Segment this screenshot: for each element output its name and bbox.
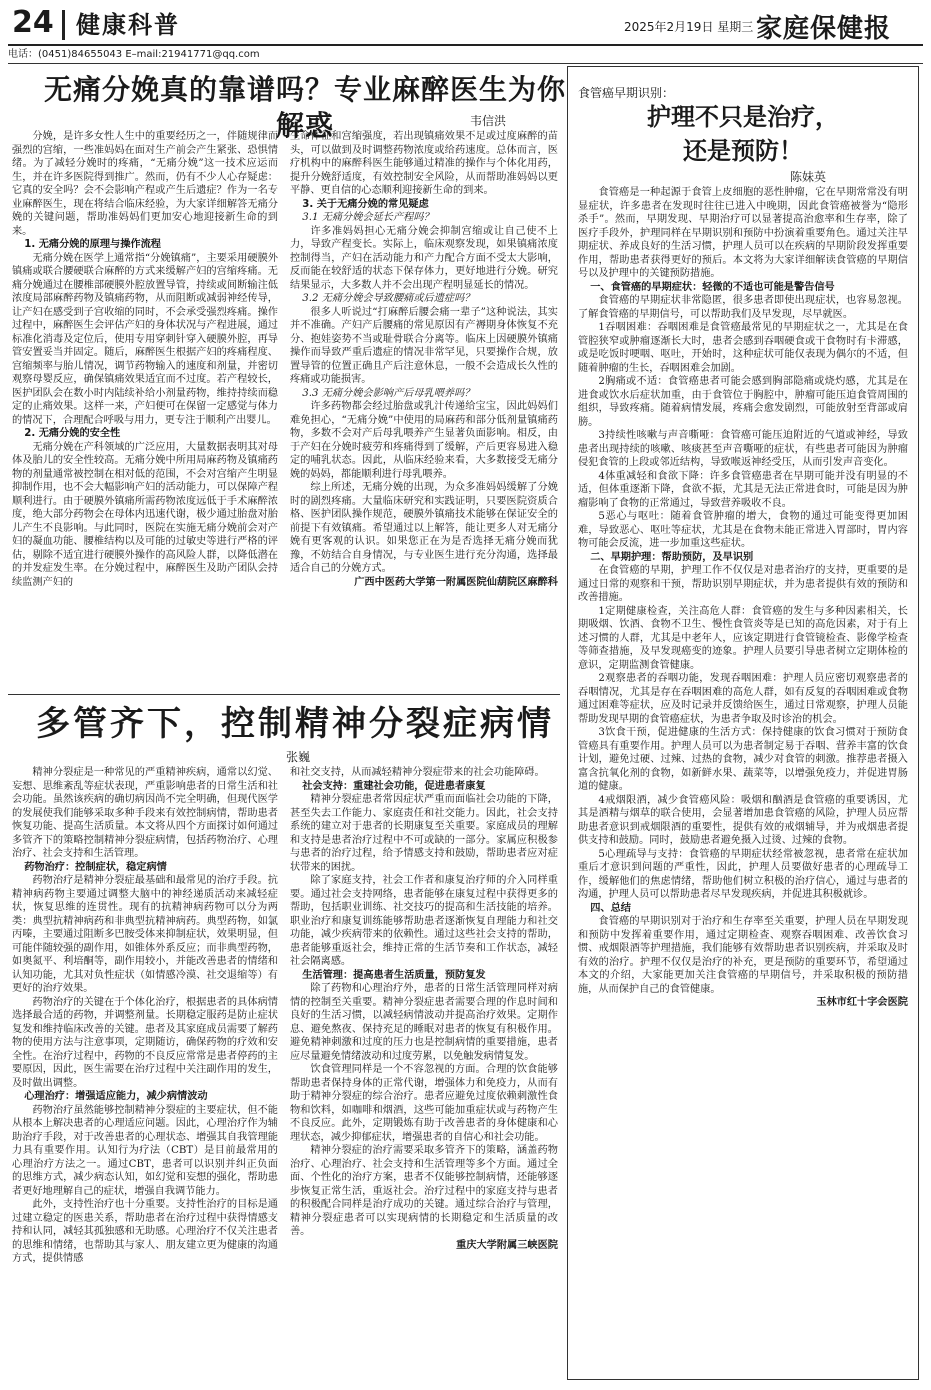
author-affiliation: 广西中医药大学第一附属医院仙葫院区麻醉科 <box>354 576 558 588</box>
paragraph: 精神分裂症的治疗需要采取多管齐下的策略，涵盖药物治疗、心理治疗、社会支持和生活管理等多个方面。通过全面、个性化的治疗方案，患者不仅能够控制病情，还能够逐步恢复正常生活，重返社会。治疗过程中的家庭支持与患者的积极配合同样是治疗成功的关键。通过综合治疗与管理，精神分裂症患者可以实现病情的长期稳定和生活质量的改善。 <box>290 1145 558 1237</box>
paragraph: 5恶心与呕吐：随着食管肿瘤的增大，食物的通过可能变得更加困难，导致恶心、呕吐等症状，尤其是在食物未能正常进入胃部时，胃内容物可能会反流，进一步加重这些症状。 <box>578 511 908 549</box>
paragraph: 5心理疏导与支持：食管癌的早期症状经常被忽视，患者常在症状加重后才意识到问题的严重性，因此，护理人员要做好患者的心理疏导工作，缓解他们的焦虑情绪，帮助他们树立积极的治疗信心，通过与患者的沟通，护理人员可以帮助患者尽早发现疾病，并促进其积极就诊。 <box>578 848 908 900</box>
paragraph: 2观察患者的吞咽功能，发现吞咽困难：护理人员应密切观察患者的吞咽情况，尤其是存在吞咽困难的高危人群，如有反复的吞咽困难或食物通过困难等症状，应及时记录并反馈给医生，通过日常观察，护理人员能帮助发现早期的食管癌症状，为患者争取及时诊治的机会。 <box>578 673 908 725</box>
masthead <box>0 0 931 46</box>
paragraph: 药物治疗是精神分裂症最基础和最常见的治疗手段。抗精神病药物主要通过调整大脑中的神经递质活动来减轻症状，恢复思维的连贯性。现有的抗精神病药物可以分为两类：典型抗精神病药和非典型抗精神病药。典型药物，如氯丙嗪，主要通过阻断多巴胺受体来抑制症状，效果明显，但可能伴随较强的副作用，如锥体外系反应；而非典型药物，如奥氮平、利培酮等，副作用较小，并能改善患者的情绪和认知功能，尤其对负性症状（如情感冷漠、社交退缩等）有更好的治疗效果。 <box>12 875 278 994</box>
subheading: 2. 无痛分娩的安全性 <box>24 428 121 439</box>
question-heading: 3.2 无痛分娩会导致腰痛或后遗症吗？ <box>302 293 475 304</box>
page-number: 24 <box>12 5 54 40</box>
author-affiliation: 玉林市红十字会医院 <box>816 997 908 1008</box>
paragraph: 精神分裂症是一种常见的严重精神疾病，通常以幻觉、妄想、思维紊乱等症状表现，严重影响患者的日常生活和社会功能。虽然该疾病的确切病因尚不完全明确，但现代医学的发展使我们能够采取多种手段来有效控制病情，帮助患者恢复功能、提高生活质量。本文将从四个方面探讨如何通过多管齐下的策略控制精神分裂症病情，包括药物治疗、心理治疗、社会支持和生活管理。 <box>12 767 278 859</box>
article2-author: 张巍 <box>286 750 311 764</box>
paragraph: 分娩，是许多女性人生中的重要经历之一，伴随规律而强烈的宫缩，一些准妈妈在面对生产前会产生紧张、恐惧情绪。为了减轻分娩时的疼痛，“无痛分娩”这一技术应运而生，并在许多医院得到推广。然而，仍有不少人心存疑虑：它真的安全吗？会不会影响产程或产生后遗症？作为一名专业麻醉医生，现在将结合临床经验，为大家详细解答无痛分娩的关键问题，帮助准妈妈们更加安心地迎接新生命的到来。 <box>12 131 278 237</box>
article1-author: 韦信洪 <box>470 114 507 128</box>
paragraph: 饮食管理同样是一个不容忽视的方面。合理的饮食能够帮助患者保持身体的正常代谢，增强体力和免疫力，从而有助于精神分裂症的综合治疗。患者应避免过度依赖刺激性食物和饮料，如咖啡和烟酒，这些可能加重症状或与药物产生不良反应。此外，定期锻炼有助于改善患者的身体健康和心理状态，减少抑郁症状，增强患者的自信心和社会功能。 <box>290 1064 558 1143</box>
paragraph-continued: 和社交支持，从而减轻精神分裂症带来的社会功能障碍。 <box>290 767 545 778</box>
paragraph: 食管癌的早期症状非常隐匿，很多患者即使出现症状，也容易忽视。了解食管癌的早期信号，可以帮助我们及早发现，尽早就医。 <box>578 295 908 320</box>
paragraph: 此外，支持性治疗也十分重要。支持性治疗的目标是通过建立稳定的医患关系，帮助患者在治疗过程中获得情感支持和认同，减轻其孤独感和无助感。心理治疗不仅关注患者的思维和情绪，也帮助其与家人、朋友建立更为健康的沟通方式，提供情感 <box>12 1199 278 1264</box>
paragraph-continued: 生命体征和宫缩强度，若出现镇痛效果不足或过度麻醉的苗头，可以做到及时调整药物浓度或给药速度。总体而言，医疗机构中的麻醉科医生能够通过精准的操作与个体化用药，提升分娩舒适度，有效控制安全风险，从而帮助准妈妈以更平静、更自信的心态顺利迎接新生命的到来。 <box>290 131 558 196</box>
paragraph: 许多药物都会经过胎盘或乳汁传递给宝宝，因此妈妈们难免担心，“无痛分娩”中使用的局麻药和部分低剂量镇痛药物，多数不会对产后母乳喂养产生显著负面影响。相反，由于产妇在分娩时疲劳和疼痛得到了缓解，产后更容易进入稳定的哺乳状态。因此，从临床经验来看，大多数接受无痛分娩的妈妈，都能顺利进行母乳喂养。 <box>290 401 558 480</box>
author-affiliation: 重庆大学附属三峡医院 <box>456 1239 558 1251</box>
article1-column-1 <box>12 130 278 690</box>
paragraph: 1吞咽困难：吞咽困难是食管癌最常见的早期症状之一，尤其是在食管腔狭窄或肿瘤逐渐长大时，患者会感到吞咽硬食或干食物时有卡滞感，或是吃饭时哽咽、呕吐，开始时，这种症状可能仅表现为偶尔的不适，但随着肿瘤的生长，吞咽困难会加剧。 <box>578 322 908 374</box>
paragraph: 食管癌是一种起源于食管上皮细胞的恶性肿瘤，它在早期常常没有明显症状，许多患者在发现时往往已进入中晚期，因此食管癌被誉为“隐形杀手”。然而，早期发现、早期治疗可以显著提高治愈率和生存率，除了医疗手段外，护理同样在早期识别和预防中扮演着重要角色。通过关注早期症状、养成良好的生活习惯，护理人员可以在疾病的早期阶段发挥重要作用，帮助患者获得更好的预后。本文将为大家详细解读食管癌的早期信号以及护理中的关键预防措施。 <box>578 187 908 279</box>
paragraph: 无痛分娩在医学上通常指“分娩镇痛”，主要采用硬膜外镇痛或联合腰硬联合麻醉的方式来缓解产妇的宫缩疼痛。无痛分娩通过在腰椎部硬膜外腔放置导管，持续或间断输注低浓度局部麻醉药物及镇痛药物，从而阻断或减弱神经传导，让产妇在感受到子宫收缩的同时，不会承受强烈疼痛。操作过程中，麻醉医生会评估产妇的身体状况与产程进展，通过标准化消毒及定位后，使用专用穿刺针穿入硬膜外腔，再导管安置妥当并固定。随后，麻醉医生根据产妇的疼痛程度、宫缩频率与胎儿情况，调节药物输入的速度和剂量，并密切观察母婴反应，确保镇痛效果适宜而不过度。若产程较长，医护团队会在数小时内陆续补给小剂量药物，维持持续而稳定的止痛效果。这样一来，产妇便可在保留一定感觉与体力的情况下，合理配合呼吸与用力，更专注于顺利产出婴儿。 <box>12 252 278 426</box>
article2-column-1 <box>12 766 278 1376</box>
article-divider <box>8 694 560 695</box>
paragraph: 食管癌的早期识别对于治疗和生存率至关重要，护理人员在早期发现和预防中发挥着重要作用，通过定期检查、观察吞咽困难、改善饮食习惯、戒烟限酒等护理措施，我们能够有效帮助患者识别疾病，并采取及时有效的治疗。护理不仅仅是治疗的补充，更是预防的重要环节，希望通过本文的介绍，大家能更加关注食管癌的早期信号，并采取积极的预防措施，从而保护自己的食管健康。 <box>578 916 908 995</box>
article3-title <box>568 100 918 168</box>
paragraph: 药物治疗虽然能够控制精神分裂症的主要症状，但不能从根本上解决患者的心理适应问题。因此，心理治疗作为辅助治疗手段，对于改善患者的心理状态、增强其自我管理能力具有重要作用。认知行为疗法（CBT）是目前最常用的心理治疗方法之一。通过CBT，患者可以识别并纠正负面的思维方式，减少病态认知，如幻觉和妄想的强化，帮助患者更好地理解自己的症状，增强自我调节能力。 <box>12 1104 278 1197</box>
subheading: 1. 无痛分娩的原理与操作流程 <box>24 239 161 250</box>
article2-title: 多管齐下，控制精神分裂症病情 <box>36 704 554 744</box>
subheading: 四、总结 <box>590 902 631 914</box>
paragraph: 在食管癌的早期，护理工作不仅仅是对患者治疗的支持，更重要的是通过日常的观察和干预，帮助识别早期症状，并为患者提供有效的预防和改善措施。 <box>578 565 908 603</box>
article1-column-2 <box>290 130 558 690</box>
paragraph: 4戒烟限酒，减少食管癌风险：吸烟和酗酒是食管癌的重要诱因，尤其是酒精与烟草的联合使用，会显著增加患食管癌的风险，护理人员应帮助患者意识到戒烟限酒的重要性，提供有效的戒烟辅导，并为戒烟患者提供支持和鼓励。同时，鼓励患者避免摄入过烫、过辣的食物。 <box>578 794 908 846</box>
paragraph: 除了家庭支持，社会工作者和康复治疗师的介入同样重要。通过社会支持网络，患者能够在康复过程中获得更多的帮助，包括职业训练、社交技巧的提高和生活技能的培养。职业治疗和康复训练能够帮助患者逐渐恢复自理能力和社交功能，减少疾病带来的依赖性。通过这些社会支持的帮助，患者能够重返社会，维持正常的生活节奏和工作状态，减轻社会隔离感。 <box>290 875 558 967</box>
paragraph: 很多人听说过“打麻醉后腰会痛一辈子”这种说法，其实并不准确。产妇产后腰痛的常见原因有产褥期身体恢复不充分、抱娃姿势不当或耻骨联合分离等。临床上因硬膜外镇痛操作而导致严重后遗症的情况非常罕见，只要操作合规，放置导管的位置正确且产后注意休息，一般不会造成长久性的疼痛或功能损害。 <box>290 306 558 385</box>
article3-title-line-1: 护理不只是治疗， <box>647 102 839 131</box>
issue-date: 2025年2月19日 星期三 <box>624 20 754 34</box>
contact-rule <box>8 63 923 64</box>
paragraph: 精神分裂症患者常因症状严重而面临社会功能的下降，甚至失去工作能力、家庭责任和社交能力。因此，社会支持系统的建立对于患者的长期康复至关重要。家庭成员的理解和支持是患者治疗过程中不可或缺的一部分。家属应积极参与患者的治疗过程，给予情感支持和鼓励，帮助患者应对症状带来的困扰。 <box>290 794 558 873</box>
subheading: 药物治疗：控制症状，稳定病情 <box>24 861 167 873</box>
subheading: 3. 关于无痛分娩的常见疑虑 <box>302 198 429 210</box>
paragraph: 许多准妈妈担心无痛分娩会抑制宫缩或让自己使不上力，导致产程变长。实际上，临床观察发现，如果镇痛浓度控制得当，产妇在活动能力和产力配合方面不受太大影响，反而能在较舒适的状态下保存体力，更好地进行分娩。研究结果显示，大多数人并不会出现产程明显延长的情况。 <box>290 225 558 291</box>
masthead-divider <box>62 10 65 40</box>
subheading: 一、食管癌的早期症状：轻微的不适也可能是警告信号 <box>590 281 835 293</box>
subheading: 社会支持：重建社会功能，促进患者康复 <box>302 780 486 792</box>
section-title: 健康科普 <box>76 10 180 39</box>
question-heading: 3.3 无痛分娩会影响产后母乳喂养吗？ <box>302 387 475 399</box>
subheading: 生活管理：提高患者生活质量，预防复发 <box>302 969 486 981</box>
paragraph: 4体重减轻和食欲下降：许多食管癌患者在早期可能并没有明显的不适，但体重逐渐下降，食欲不振，尤其是无法正常进食时，可能是因为肿瘤影响了食物的正常通过，导致营养吸收不良。 <box>578 470 908 509</box>
paragraph: 综上所述，无痛分娩的出现，为众多准妈妈缓解了分娩时的剧烈疼痛。大量临床研究和实践证明，只要医院资质合格、医护团队操作规范，硬膜外镇痛技术能够在保证安全的前提下有效镇痛。希望通过以上解答，能让更多人对无痛分娩有更客观的认识。如果您正在为是否选择无痛分娩而犹豫，不妨结合自身情况，与专业医生进行充分沟通，选择最适合自己的分娩方式。 <box>290 482 558 574</box>
paragraph: 2胸痛或不适：食管癌患者可能会感到胸部隐痛或烧灼感，尤其是在进食或饮水后症状加重，由于食管位于胸腔中，肿瘤可能压迫食管周围的组织，导致疼痛。随着病情发展，疼痛会愈发剧烈，可能放射至背部或肩膀。 <box>578 376 908 428</box>
paragraph: 药物治疗的关键在于个体化治疗，根据患者的具体病情选择最合适的药物，并调整剂量。长期稳定服药是防止症状复发和维持临床改善的关键。患者及其家庭成员需要了解药物的使用方法与注意事项，定期随访，确保药物的疗效和安全性。在治疗过程中，药物的不良反应常常是患者停药的主要原因，因此，医生需要在治疗过程中关注副作用的发生，及时做出调整。 <box>12 996 278 1089</box>
subheading: 心理治疗：增强适应能力，减少病情波动 <box>24 1091 208 1102</box>
paragraph: 1定期健康检查，关注高危人群：食管癌的发生与多种因素相关，长期吸烟、饮酒、食物不卫生、慢性食管炎等是已知的高危因素，对于有上述习惯的人群，尤其是中老年人，应该定期进行食管镜检查、影像学检查等筛查措施，及早发现癌变的迹象。护理人员要引导患者树立定期体检的意识，定期监测食管健康。 <box>578 605 908 671</box>
newspaper-name: 家庭保健报 <box>756 14 892 44</box>
paragraph: 无痛分娩在产科领域的广泛应用，大量数据表明其对母体及胎儿的安全性较高。无痛分娩中所用局麻药物及镇痛药物的剂量通常被控制在相对低的范围，不会对宫缩产生明显抑制作用，也不会大幅影响产妇的活动能力，可以保障产程顺利进行。由于硬膜外镇痛所需药物浓度远低于手术麻醉浓度，绝大部分药物会在母体内迅速代谢，极少通过胎盘对胎儿产生不良影响。与此同时，医院在实施无痛分娩前会对产妇的凝血功能、腰椎结构以及可能的过敏史等进行严格的评估，剔除不适宜进行硬膜外操作的高风险人群，以降低潜在的并发症发生率。在分娩过程中，麻醉医生及助产团队会持续监测产妇的 <box>12 441 278 588</box>
article3-kicker: 食管癌早期识别： <box>578 86 675 100</box>
article3-body <box>578 186 908 1368</box>
article2-column-2 <box>290 766 558 1376</box>
masthead-rule <box>8 44 923 46</box>
paragraph: 3持续性咳嗽与声音嘶哑：食管癌可能压迫附近的气道或神经，导致患者出现持续的咳嗽、咳痰甚至声音嘶哑的症状，有些患者可能因为肿瘤侵犯食管的上段或邻近结构，导致喉返神经受压，从而引发声音变化。 <box>578 430 908 468</box>
paragraph: 3饮食干预，促进健康的生活方式：保持健康的饮食习惯对于预防食管癌具有重要作用。护理人员可以为患者制定易于吞咽、营养丰富的饮食计划，避免过硬、过辣、过热的食物，减少对食管的刺激。推荐患者摄入富含抗氧化剂的食物，如新鲜水果、蔬菜等，以增强免疫力，并促进胃肠道的健康。 <box>578 727 908 792</box>
subheading: 二、早期护理：帮助预防，及早识别 <box>590 551 754 563</box>
article1-title: 无痛分娩真的靠谱吗？专业麻醉医生为你解惑 <box>43 73 566 142</box>
article3-title-line-2: 还是预防！ <box>683 136 803 165</box>
question-heading: 3.1 无痛分娩会延长产程吗？ <box>302 212 434 223</box>
contact-line: 电话：(0451)84655043 E–mail:21941771@qq.com <box>8 49 260 60</box>
article3-author: 陈妹英 <box>790 170 827 184</box>
paragraph: 除了药物和心理治疗外，患者的日常生活管理同样对病情的控制至关重要。精神分裂症患者需要合理的作息时间和良好的生活习惯，以减轻病情波动并提高治疗效果。定期作息、避免熬夜、保持充足的睡眠对患者的恢复有积极作用。避免精神刺激和过度的压力也是控制病情的重要措施，患者应尽量避免情绪波动和过度劳累，以免触发病情复发。 <box>290 983 558 1062</box>
